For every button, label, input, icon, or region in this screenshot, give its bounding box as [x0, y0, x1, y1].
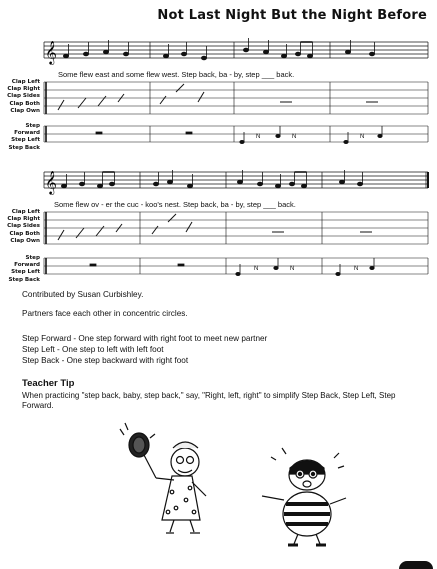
song-title: Not Last Night But the Night Before	[157, 8, 427, 23]
row-label: Clap Right	[7, 86, 40, 93]
row-label: Clap Both	[9, 230, 40, 237]
step-forward-text: Step Forward - One step forward with right foot to meet new partner	[22, 334, 268, 343]
row-label: Clap Both	[9, 100, 40, 107]
treble-clef-icon: 𝄞	[45, 170, 57, 194]
svg-text:N: N	[292, 134, 297, 140]
row-label: Clap Own	[10, 237, 40, 244]
treble-clef-icon: 𝄞	[45, 40, 57, 64]
row-label: Clap Right	[7, 216, 40, 223]
row-label: Clap Own	[10, 107, 40, 114]
svg-text:N: N	[254, 266, 259, 272]
step-left-text: Step Left - One step to left with left foot	[22, 345, 164, 354]
row-label: Step Back	[8, 144, 40, 151]
formation-text: Partners face each other in concentric circles.	[22, 309, 188, 318]
step-back-text: Step Back - One step backward with right foot	[22, 356, 189, 365]
page-badge	[399, 561, 433, 569]
svg-text:N: N	[290, 266, 295, 272]
row-label: Step Back	[8, 276, 40, 283]
svg-text:N: N	[360, 134, 365, 140]
svg-text:N: N	[354, 266, 359, 272]
row-label: Step Forward	[14, 255, 40, 269]
row-label: Step Forward	[14, 123, 40, 137]
credit-line: Contributed by Susan Curbishley.	[22, 290, 144, 299]
svg-text:N: N	[256, 134, 261, 140]
burglar-character-icon	[262, 448, 346, 545]
teacher-tip-heading: Teacher Tip	[22, 378, 75, 389]
lyrics-line-1: Some flew east and some flew west. Step back, ba - by, step ___ back.	[58, 70, 295, 79]
row-label: Step Left	[11, 269, 40, 276]
lyrics-line-2: Some flew ov - er the cuc - koo's nest. Step back, ba - by, step ___ back.	[54, 200, 296, 209]
row-label: Clap Left	[11, 79, 40, 85]
row-label: Step Left	[11, 137, 40, 144]
row-label: Clap Sides	[7, 223, 40, 230]
row-label: Clap Sides	[7, 93, 40, 100]
grandma-with-frying-pan-icon	[120, 423, 206, 533]
teacher-tip-body: When practicing "step back, baby, step back," say, "Right, left, right" to simplify Step Back, Step Left, Step Forward.	[22, 391, 396, 411]
row-label: Clap Left	[11, 209, 40, 215]
